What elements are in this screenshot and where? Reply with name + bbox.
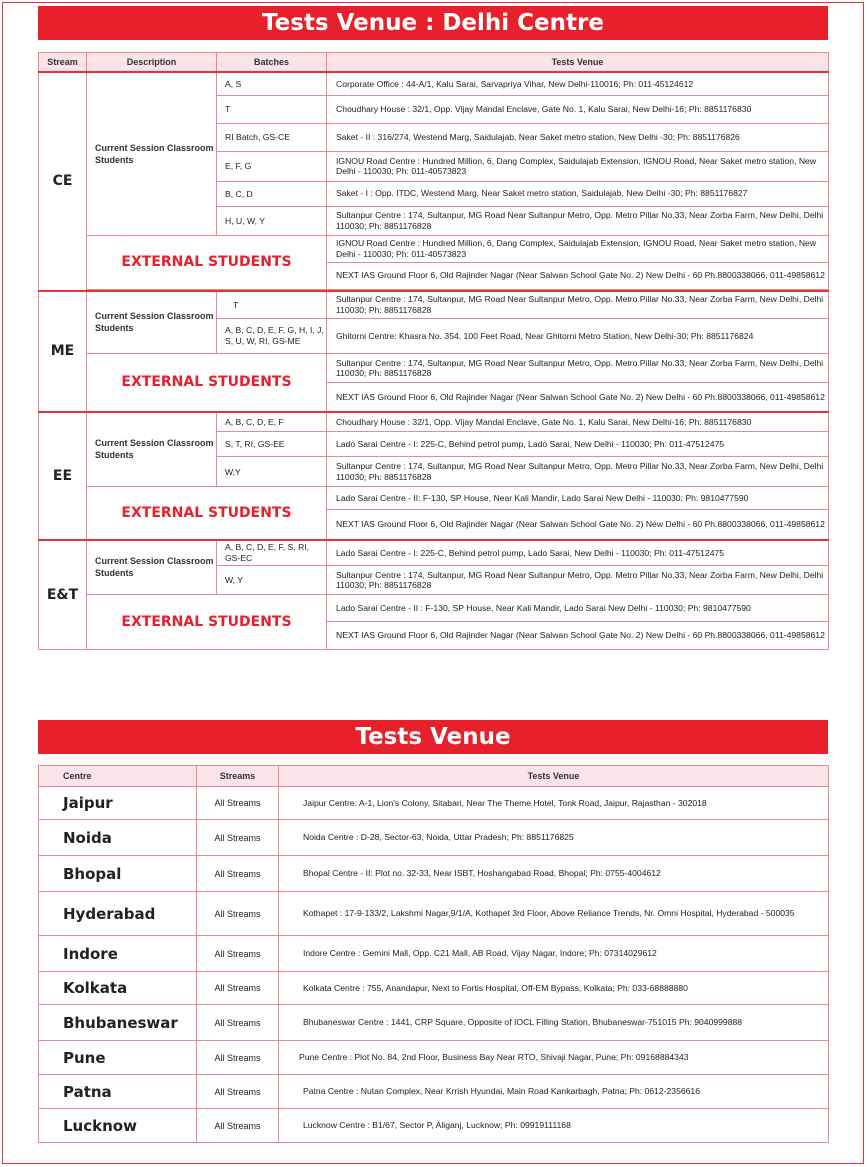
table-row: [39, 487, 829, 510]
batch-cell: RI Batch, GS-CE: [217, 123, 327, 151]
stream-me: ME: [39, 291, 87, 412]
outside-venue-table: [38, 765, 829, 1143]
table-row: [39, 856, 829, 892]
batch-cell: T: [217, 95, 327, 123]
table-row: [39, 787, 829, 820]
venue-cell: Kothapet : 17-9-133/2, Lakshmi Nagar,9/1/A, Kothapet 3rd Floor, Above Reliance Trends, Nr. Omni Hospital, Hyderabad - 500035: [279, 892, 829, 936]
centre-name: Noida: [39, 820, 197, 856]
table-row: [39, 72, 829, 95]
table-row: [39, 540, 829, 566]
venue-cell: NEXT IAS Ground Floor 6, Old Rajinder Nagar (Near Salwan School Gate No. 2) New Delhi - 60 Ph.8800338066, 011-49858612: [327, 383, 829, 412]
venue-cell: Lado Sarai Centre - I: 225-C, Behind petrol pump, Lado Sarai, New Delhi - 110030; Ph: 011-47512475: [327, 432, 829, 457]
venue-cell: Bhubaneswar Centre : 1441, CRP Square, Opposite of IOCL Filling Station, Bhubaneswar-751015 Ph: 9040999888: [279, 1005, 829, 1041]
batch-cell: B, C, D: [217, 181, 327, 206]
venue-cell: Corporate Office : 44-A/1, Kalu Sarai, Sarvapriya Vihar, New Delhi-110016; Ph: 011-45124612: [327, 72, 829, 95]
batch-cell: H, U, W, Y: [217, 206, 327, 235]
venue-cell: Sultanpur Centre : 174, Sultanpur, MG Road Near Sultanpur Metro, Opp. Metro Pillar No.33, Near Zorba Farm, New Delhi, Delhi 110030; Ph: 8851176828: [327, 566, 829, 595]
header-centre: Centre: [39, 766, 197, 787]
venue-cell: Jaipur Centre: A-1, Lion's Colony, Sitabari, Near The Theme Hotel, Tonk Road, Jaipur, Rajasthan - 302018: [279, 787, 829, 820]
table-row: [39, 1075, 829, 1109]
delhi-title: Tests Venue : Delhi Centre: [38, 6, 828, 40]
batch-cell: A, B, C, D, E, F, G, H, I, J, S, U, W, RI, GS-ME: [217, 319, 327, 354]
centre-name: Patna: [39, 1075, 197, 1109]
header-stream: Stream: [39, 53, 87, 73]
stream-ce: CE: [39, 72, 87, 291]
streams-cell: All Streams: [197, 820, 279, 856]
header-description: Description: [87, 53, 217, 73]
outside-header-row: [39, 766, 829, 787]
venue-cell: Choudhary House : 32/1, Opp. Vijay Mandal Enclave, Gate No. 1, Kalu Sarai, New Delhi-16; Ph: 8851176830: [327, 412, 829, 432]
description-current: Current Session Classroom Students: [87, 412, 217, 487]
streams-cell: All Streams: [197, 1041, 279, 1075]
streams-cell: All Streams: [197, 1109, 279, 1143]
table-row: [39, 972, 829, 1005]
venue-cell: Sultanpur Centre : 174, Sultanpur, MG Road Near Sultanpur Metro, Opp. Metro Pillar No.33, Near Zorba Farm, New Delhi, Delhi 110030; Ph: 8851176828: [327, 206, 829, 235]
venue-cell: Kolkata Centre : 755, Anandapur, Next to Fortis Hospital, Off-EM Bypass, Kolkata; Ph: 033-68888880: [279, 972, 829, 1005]
venue-cell: IGNOU Road Centre : Hundred Million, 6, Dang Complex, Saidulajab Extension, IGNOU Road, Near Saket metro station, New Delhi - 110030; Ph: 011-40573823: [327, 151, 829, 181]
venue-cell: Lado Sarai Centre - II: F-130, SP House, Near Kali Mandir, Lado Sarai New Delhi - 110030; Ph: 9810477590: [327, 487, 829, 510]
venue-cell: Lucknow Centre : B1/67, Sector P, Aliganj, Lucknow; Ph: 09919111168: [279, 1109, 829, 1143]
venue-cell: Lado Sarai Centre - II : F-130, SP House, Near Kali Mandir, Lado Sarai New Delhi - 110030; Ph: 9810477590: [327, 595, 829, 622]
streams-cell: All Streams: [197, 1075, 279, 1109]
venue-cell: NEXT IAS Ground Floor 6, Old Rajinder Nagar (Near Salwan School Gate No. 2) New Delhi - 60 Ph.8800338066, 011-49858612: [327, 622, 829, 650]
description-current: Current Session Classroom Students: [87, 291, 217, 354]
table-row: [39, 936, 829, 972]
batch-cell: A, S: [217, 72, 327, 95]
streams-cell: All Streams: [197, 1005, 279, 1041]
centre-name: Bhubaneswar: [39, 1005, 197, 1041]
batch-cell: A, B, C, D, E, F, S, RI, GS-EC: [217, 540, 327, 566]
centre-name: Bhopal: [39, 856, 197, 892]
venue-cell: Noida Centre : D-28, Sector-63, Noida, Uttar Pradesh; Ph: 8851176825: [279, 820, 829, 856]
streams-cell: All Streams: [197, 892, 279, 936]
batch-cell: A, B, C, D, E, F: [217, 412, 327, 432]
venue-cell: Saket - I : Opp. ITDC, Westend Marg, Near Saket metro station, Saidulajab, New Delhi -30; Ph: 8851176827: [327, 181, 829, 206]
delhi-venue-table: [38, 52, 829, 650]
venue-cell: Sultanpur Centre : 174, Sultanpur, MG Road Near Sultanpur Metro, Opp. Metro Pillar No.33, Near Zorba Farm, New Delhi, Delhi 110030; Ph: 8851176828: [327, 291, 829, 319]
batch-cell: S, T, RI, GS-EE: [217, 432, 327, 457]
streams-cell: All Streams: [197, 787, 279, 820]
external-students-label: EXTERNAL STUDENTS: [87, 487, 327, 540]
batch-cell: W,Y: [217, 457, 327, 487]
delhi-header-row: [39, 53, 829, 73]
header-batches: Batches: [217, 53, 327, 73]
centre-name: Hyderabad: [39, 892, 197, 936]
venue-cell: Patna Centre : Nutan Complex, Near Krrish Hyundai, Main Road Kankarbagh, Patna; Ph: 0612-2356616: [279, 1075, 829, 1109]
venue-cell: Sultanpur Centre : 174, Sultanpur, MG Road Near Sultanpur Metro, Opp. Metro Pillar No.33, Near Zorba Farm, New Delhi, Delhi 110030; Ph: 8851176828: [327, 354, 829, 383]
centre-name: Kolkata: [39, 972, 197, 1005]
external-students-label: EXTERNAL STUDENTS: [87, 235, 327, 289]
venue-cell: Pune Centre : Plot No. 84, 2nd Floor, Business Bay Near RTO, Shivaji Nagar, Pune; Ph: 09168884343: [279, 1041, 829, 1075]
table-row: [39, 820, 829, 856]
venue-cell: Choudhary House : 32/1, Opp. Vijay Mandal Enclave, Gate No. 1, Kalu Sarai, New Delhi-16; Ph: 8851176830: [327, 95, 829, 123]
header-venue: Tests Venue: [327, 53, 829, 73]
description-current: Current Session Classroom Students: [87, 72, 217, 235]
stream-ee: EE: [39, 412, 87, 540]
venue-cell: Saket - II : 316/274, Westend Marg, Saidulajab, Near Saket metro station, New Delhi -30; Ph: 8851176826: [327, 123, 829, 151]
venue-cell: NEXT IAS Ground Floor 6, Old Rajinder Nagar (Near Salwan School Gate No. 2) New Delhi - 60 Ph.8800338066, 011-49858612: [327, 510, 829, 540]
venue-cell: Lado Sarai Centre - I: 225-C, Behind petrol pump, Lado Sarai, New Delhi - 110030; Ph: 011-47512475: [327, 540, 829, 566]
centre-name: Lucknow: [39, 1109, 197, 1143]
streams-cell: All Streams: [197, 936, 279, 972]
venue-cell: NEXT IAS Ground Floor 6, Old Rajinder Nagar (Near Salwan School Gate No. 2) New Delhi - 60 Ph.8800338066, 011-49858612: [327, 262, 829, 289]
table-row: [39, 595, 829, 622]
table-row: [39, 412, 829, 432]
venue-cell: IGNOU Road Centre : Hundred Million, 6, Dang Complex, Saidulajab Extension, IGNOU Road, Near Saket metro station, New Delhi - 110030; Ph: 011-40573823: [327, 235, 829, 262]
outside-title: Tests Venue: [38, 720, 828, 754]
table-row: [39, 1005, 829, 1041]
description-current: Current Session Classroom Students: [87, 540, 217, 595]
header-venue: Tests Venue: [279, 766, 829, 787]
external-students-label: EXTERNAL STUDENTS: [87, 354, 327, 412]
table-row: [39, 235, 829, 262]
centre-name: Pune: [39, 1041, 197, 1075]
batch-cell: T: [217, 291, 327, 319]
table-row: [39, 1041, 829, 1075]
batch-cell: E, F, G: [217, 151, 327, 181]
table-row: [39, 354, 829, 383]
table-row: [39, 892, 829, 936]
venue-cell: Bhopal Centre - II: Plot no. 32-33, Near ISBT, Hoshangabad Road, Bhopal; Ph: 0755-4004612: [279, 856, 829, 892]
centre-name: Indore: [39, 936, 197, 972]
venue-cell: Indore Centre : Gemini Mall, Opp. C21 Mall, AB Road, Vijay Nagar, Indore; Ph: 07314029612: [279, 936, 829, 972]
venue-cell: Ghitorni Centre: Khasra No. 354, 100 Feet Road, Near Ghitorni Metro Station, New Delhi-30; Ph: 8851176824: [327, 319, 829, 354]
external-students-label: EXTERNAL STUDENTS: [87, 595, 327, 650]
batch-cell: W, Y: [217, 566, 327, 595]
table-row: [39, 291, 829, 319]
stream-et: E&T: [39, 540, 87, 650]
header-streams: Streams: [197, 766, 279, 787]
streams-cell: All Streams: [197, 856, 279, 892]
table-row: [39, 1109, 829, 1143]
venue-cell: Sultanpur Centre : 174, Sultanpur, MG Road Near Sultanpur Metro, Opp. Metro Pillar No.33, Near Zorba Farm, New Delhi, Delhi 110030; Ph: 8851176828: [327, 457, 829, 487]
streams-cell: All Streams: [197, 972, 279, 1005]
centre-name: Jaipur: [39, 787, 197, 820]
